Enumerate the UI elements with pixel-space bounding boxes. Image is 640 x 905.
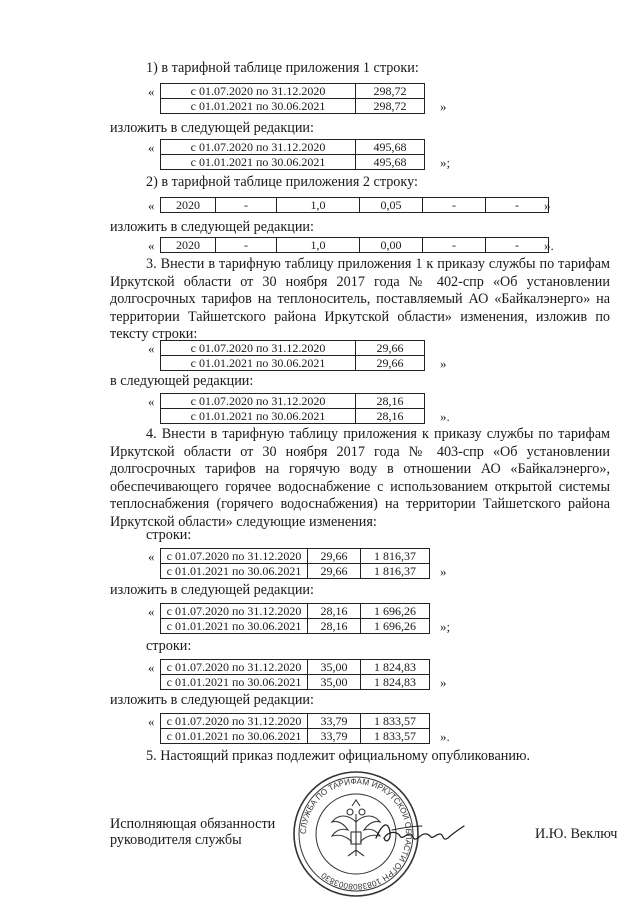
table-cell: 1 833,57	[361, 714, 430, 729]
item-2-text: 2) в тарифной таблице приложения 2 строку:	[146, 174, 418, 190]
table-cell: 0,00	[360, 238, 423, 253]
table-row	[161, 198, 549, 213]
table-cell: 29,66	[356, 356, 425, 371]
table-cell: 298,72	[356, 84, 425, 99]
table-cell: с 01.01.2021 по 30.06.2021	[161, 356, 356, 371]
table-cell: с 01.01.2021 по 30.06.2021	[161, 619, 308, 634]
tariff-table-c1	[160, 340, 425, 371]
table-cell: 29,66	[308, 564, 361, 579]
table-row	[161, 99, 425, 114]
signer-position-line-2: руководителя службы	[110, 832, 242, 848]
quote-open: «	[148, 341, 155, 356]
table-cell: 1 833,57	[361, 729, 430, 744]
table-row	[161, 356, 425, 371]
table-cell: 35,00	[308, 660, 361, 675]
table-cell: 1 816,37	[361, 549, 430, 564]
quote-open: «	[148, 198, 155, 213]
table-cell: 1 696,26	[361, 619, 430, 634]
quote-close: »;	[440, 619, 451, 634]
rows-label: строки:	[146, 527, 192, 543]
table-cell: 1 816,37	[361, 564, 430, 579]
restate-text: изложить в следующей редакции:	[110, 120, 314, 136]
paragraph-5: 5. Настоящий приказ подлежит официальному опубликованию.	[146, 748, 531, 764]
table-cell: с 01.07.2020 по 31.12.2020	[161, 604, 308, 619]
table-cell: 1,0	[277, 198, 360, 213]
handwritten-signature	[372, 812, 472, 852]
stamp-ring-text: СЛУЖБА ПО ТАРИФАМ ИРКУТСКОЙ ОБЛАСТИ ОГРН 1083808003830	[298, 776, 414, 892]
table-cell: с 01.07.2020 по 31.12.2020	[161, 660, 308, 675]
table-row	[161, 409, 425, 424]
signer-position-line-1: Исполняющая обязанности	[110, 816, 276, 832]
table-cell: 28,16	[356, 394, 425, 409]
table-cell: с 01.07.2020 по 31.12.2020	[161, 84, 356, 99]
tariff-table-b1	[160, 197, 549, 213]
quote-open: «	[148, 549, 155, 564]
restate-text: изложить в следующей редакции:	[110, 219, 314, 235]
tariff-table-b2	[160, 237, 549, 253]
table-row	[161, 549, 430, 564]
table-cell: 2020	[161, 198, 216, 213]
table-cell: с 01.01.2021 по 30.06.2021	[161, 564, 308, 579]
table-cell: 0,05	[360, 198, 423, 213]
table-cell: -	[216, 198, 277, 213]
table-row	[161, 660, 430, 675]
table-cell: с 01.01.2021 по 30.06.2021	[161, 409, 356, 424]
table-cell: 35,00	[308, 675, 361, 690]
quote-open: «	[148, 660, 155, 675]
table-cell: 1 824,83	[361, 660, 430, 675]
table-cell: -	[486, 198, 549, 213]
table-cell: с 01.01.2021 по 30.06.2021	[161, 729, 308, 744]
table-row	[161, 619, 430, 634]
paragraph-3: 3. Внести в тарифную таблицу приложения 1 к приказу службы по тарифам Иркутской области от 30 ноября 2017 года № 402-спр «Об установлении долгосрочных тарифов на теплоноситель, поставляемый АО «Байкалэнерго» на территории Тайшетского района Иркутской области» изменения, изложив по тексту строки:	[110, 256, 610, 343]
quote-close: ».	[544, 238, 554, 253]
quote-close: »	[440, 356, 447, 371]
table-cell: -	[423, 238, 486, 253]
table-cell: с 01.07.2020 по 31.12.2020	[161, 140, 356, 155]
table-cell: с 01.07.2020 по 31.12.2020	[161, 341, 356, 356]
table-cell: 1 824,83	[361, 675, 430, 690]
table-row	[161, 341, 425, 356]
quote-open: «	[148, 140, 155, 155]
table-row	[161, 714, 430, 729]
table-cell: -	[486, 238, 549, 253]
table-cell: с 01.07.2020 по 31.12.2020	[161, 714, 308, 729]
item-1-text: 1) в тарифной таблице приложения 1 строки:	[146, 60, 419, 76]
tariff-table-d2	[160, 603, 430, 634]
table-row	[161, 604, 430, 619]
table-row	[161, 238, 549, 253]
paragraph-4: 4. Внести в тарифную таблицу приложения к приказу службы по тарифам Иркутской области от 30 ноября 2017 года № 403-спр «Об установлении долгосрочных тарифов на горячую воду в отношении АО «Байкалэнерго», обеспечивающего горячее водоснабжение с использованием открытой системы теплоснабжения (горячего водоснабжения) на территории Тайшетского района Иркутской области» следующие изменения:	[110, 426, 610, 530]
quote-close: »	[440, 564, 447, 579]
table-cell: 33,79	[308, 729, 361, 744]
quote-open: «	[148, 238, 155, 253]
table-cell: с 01.07.2020 по 31.12.2020	[161, 394, 356, 409]
quote-close: »;	[440, 155, 451, 170]
table-cell: с 01.01.2021 по 30.06.2021	[161, 99, 356, 114]
table-cell: 29,66	[356, 341, 425, 356]
table-cell: -	[423, 198, 486, 213]
table-cell: 1,0	[277, 238, 360, 253]
table-cell: 1 696,26	[361, 604, 430, 619]
quote-close: »	[544, 198, 551, 213]
table-row	[161, 729, 430, 744]
table-cell: 298,72	[356, 99, 425, 114]
table-row	[161, 675, 430, 690]
signer-name: И.Ю. Веключ	[535, 826, 618, 842]
quote-close: »	[440, 675, 447, 690]
tariff-table-a1	[160, 83, 425, 114]
table-cell: 33,79	[308, 714, 361, 729]
table-cell: 495,68	[356, 140, 425, 155]
table-cell: -	[216, 238, 277, 253]
table-cell: с 01.07.2020 по 31.12.2020	[161, 549, 308, 564]
table-cell: 29,66	[308, 549, 361, 564]
table-row	[161, 140, 425, 155]
tariff-table-d3	[160, 659, 430, 690]
tariff-table-d1	[160, 548, 430, 579]
tariff-table-c2	[160, 393, 425, 424]
tariff-table-a2	[160, 139, 425, 170]
table-cell: 2020	[161, 238, 216, 253]
quote-open: «	[148, 84, 155, 99]
rows-label: строки:	[146, 638, 192, 654]
table-row	[161, 84, 425, 99]
table-row	[161, 155, 425, 170]
table-cell: 28,16	[356, 409, 425, 424]
table-cell: 28,16	[308, 619, 361, 634]
restate-text: в следующей редакции:	[110, 373, 254, 389]
quote-open: «	[148, 394, 155, 409]
table-cell: с 01.01.2021 по 30.06.2021	[161, 155, 356, 170]
quote-open: «	[148, 604, 155, 619]
quote-close: ».	[440, 729, 450, 744]
tariff-table-d4	[160, 713, 430, 744]
table-cell: с 01.01.2021 по 30.06.2021	[161, 675, 308, 690]
table-cell: 28,16	[308, 604, 361, 619]
restate-text: изложить в следующей редакции:	[110, 582, 314, 598]
table-row	[161, 394, 425, 409]
table-cell: 495,68	[356, 155, 425, 170]
quote-close: ».	[440, 409, 450, 424]
restate-text: изложить в следующей редакции:	[110, 692, 314, 708]
quote-open: «	[148, 714, 155, 729]
table-row	[161, 564, 430, 579]
quote-close: »	[440, 99, 447, 114]
